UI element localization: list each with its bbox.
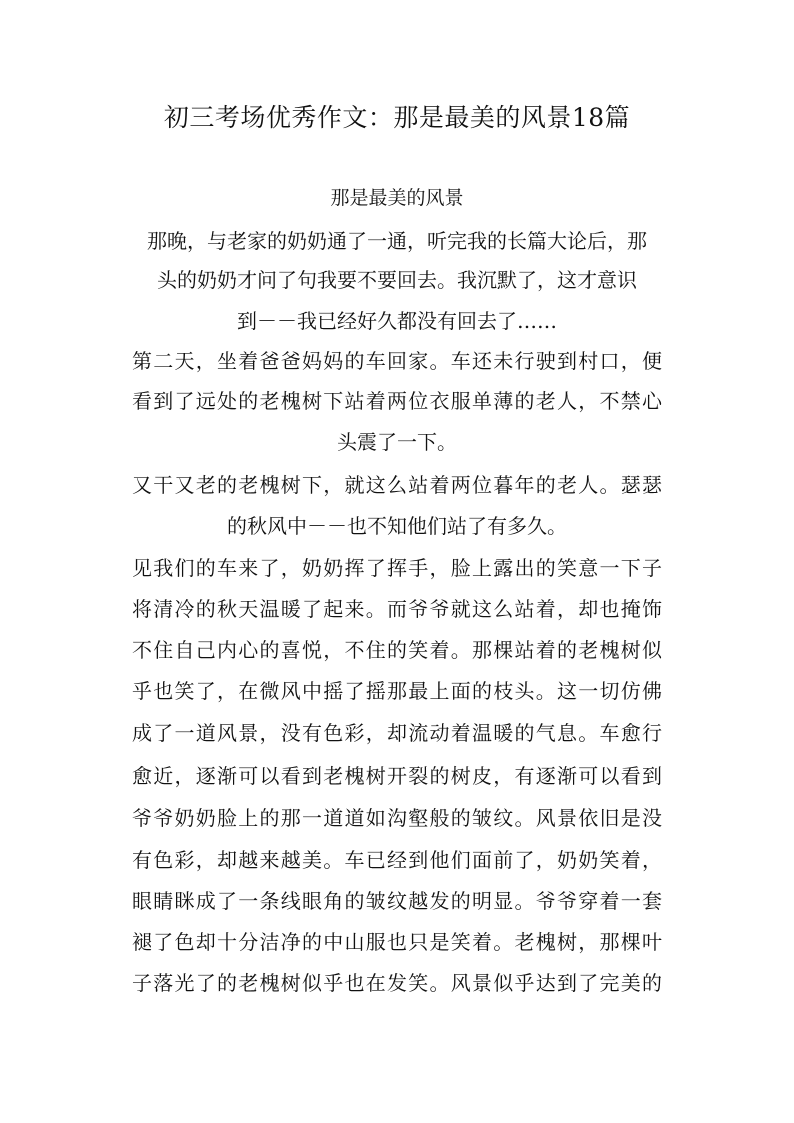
essay-line: 不住自己内心的喜悦，不住的笑着。那棵站着的老槐树似 (132, 638, 662, 662)
essay-line: 眼睛眯成了一条线眼角的皱纹越发的明显。爷爷穿着一套 (132, 889, 662, 913)
essay-line: 的秋风中－－也不知他们站了有多久。 (227, 514, 567, 538)
essay-line: 那晚，与老家的奶奶通了一通，听完我的长篇大论后，那 (147, 229, 647, 253)
essay-line: 头震了一下。 (337, 430, 457, 454)
essay-line: 褪了色却十分洁净的中山服也只是笑着。老槐树，那棵叶 (132, 930, 662, 954)
essay-line: 子落光了的老槐树似乎也在发笑。风景似乎达到了完美的 (132, 971, 662, 995)
essay-line: 第二天，坐着爸爸妈妈的车回家。车还未行驶到村口，便 (132, 349, 662, 373)
essay-line: 有色彩，却越来越美。车已经到他们面前了，奶奶笑着， (132, 848, 662, 872)
essay-line: 又干又老的老槐树下，就这么站着两位暮年的老人。瑟瑟 (132, 473, 662, 497)
essay-line: 成了一道风景，没有色彩，却流动着温暖的气息。车愈行 (132, 721, 662, 745)
essay-line: 看到了远处的老槐树下站着两位衣服单薄的老人，不禁心 (132, 389, 662, 413)
page-title: 初三考场优秀作文：那是最美的风景18篇 (163, 103, 631, 132)
essay-title: 那是最美的风景 (330, 187, 464, 209)
essay-line: 到－－我已经好久都没有回去了…… (237, 309, 557, 333)
essay-line: 愈近，逐渐可以看到老槐树开裂的树皮，有逐渐可以看到 (132, 764, 662, 788)
essay-line: 乎也笑了，在微风中摇了摇那最上面的枝头。这一切仿佛 (132, 679, 662, 703)
essay-line: 将清冷的秋天温暖了起来。而爷爷就这么站着，却也掩饰 (132, 597, 662, 621)
essay-line: 见我们的车来了，奶奶挥了挥手，脸上露出的笑意一下子 (132, 556, 662, 580)
essay-line: 头的奶奶才问了句我要不要回去。我沉默了，这才意识 (157, 268, 637, 292)
essay-line: 爷爷奶奶脸上的那一道道如沟壑般的皱纹。风景依旧是没 (132, 806, 662, 830)
